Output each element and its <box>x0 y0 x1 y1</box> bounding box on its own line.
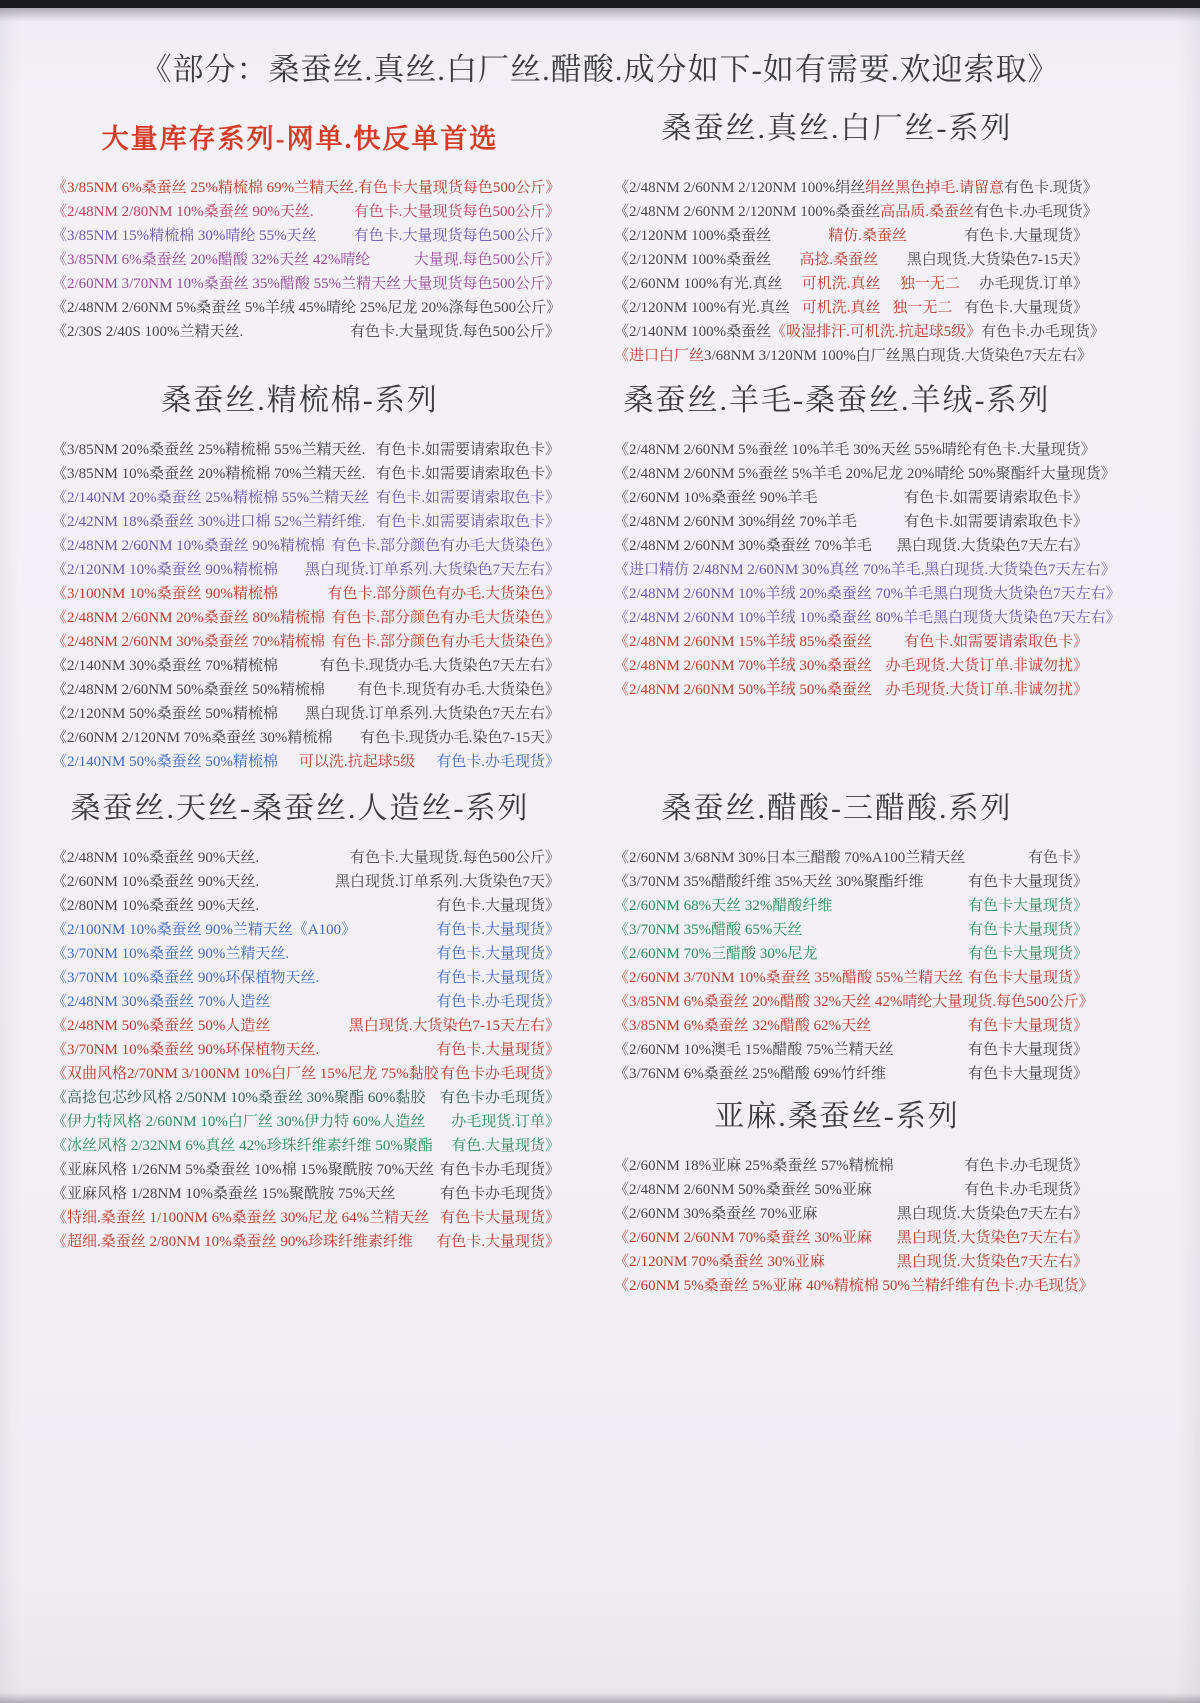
fabric-line <box>40 248 560 272</box>
fabric-line <box>586 558 1116 582</box>
fabric-line <box>586 606 1121 630</box>
line-spec: 《亚麻风格 1/26NM 5%桑蚕丝 10%棉 15%聚酰胺 70%天丝 <box>52 1162 435 1178</box>
fabric-line <box>586 1014 1088 1038</box>
line-spec: 《2/48NM 2/60NM 30%绢丝 70%羊毛 <box>614 514 857 530</box>
line-note: 有色卡.如需要请索取色卡》 <box>376 466 560 482</box>
line-note: 有色卡.大量现货》 <box>964 300 1088 316</box>
fabric-line <box>40 894 560 918</box>
line-note: 黑白现货.订单系列.大货染色7天》 <box>334 874 560 890</box>
line-spec: 《2/120NM 100%有光.真丝 <box>614 300 790 316</box>
line-note: 黑白现货.大货染色7天左右》 <box>896 538 1088 554</box>
line-spec: 《3/85NM 20%桑蚕丝 25%精梳棉 55%兰精天丝. <box>52 442 366 458</box>
line-note: 有色卡.大量现货.每色500公斤》 <box>349 324 560 340</box>
fabric-line <box>586 966 1088 990</box>
fabric-line <box>40 1230 560 1254</box>
line-spec: 《2/100NM 10%桑蚕丝 90%兰精天丝《A100》 <box>52 922 357 938</box>
fabric-line <box>40 1158 560 1182</box>
line-note: 黑白现货大货染色7天左右》 <box>933 610 1121 626</box>
line-spec: 《2/48NM 2/60NM 50%桑蚕丝 50%亚麻 <box>614 1182 872 1198</box>
line-note: 有色卡.现货办毛.染色7-15天》 <box>360 730 560 746</box>
fabric-line <box>40 1110 560 1134</box>
line-spec: 《3/85NM 6%桑蚕丝 20%醋酸 32%天丝 42%晴纶 <box>614 994 933 1010</box>
line-spec: 《3/70NM 35%醋酸 65%天丝 <box>614 922 803 938</box>
fabric-line <box>40 678 560 702</box>
section-stock-series <box>40 122 560 344</box>
fabric-line <box>586 990 1094 1014</box>
line-note: 有色卡.如需要请索取色卡》 <box>376 514 560 530</box>
fabric-line <box>586 320 1105 344</box>
section-silk-whitefactory <box>586 108 1105 368</box>
line-spec: 《2/120NM 100%桑蚕丝 <box>614 228 772 244</box>
line-note: 办毛现货.订单》 <box>451 1114 560 1130</box>
section-header-silk-cotton: 桑蚕丝.精梳棉-系列 <box>161 384 439 417</box>
fabric-line <box>40 582 560 606</box>
line-highlight: 独一无二 <box>899 276 960 292</box>
fabric-line <box>40 1206 560 1230</box>
line-note: 办毛现货.订单》 <box>979 276 1088 292</box>
line-spec: 《2/60NM 10%澳毛 15%醋酸 75%兰精天丝 <box>614 1042 894 1058</box>
fabric-line <box>586 1062 1088 1086</box>
line-note: 有色卡.大量现货》 <box>436 898 560 914</box>
line-spec: 《2/42NM 18%桑蚕丝 30%进口棉 52%兰精纤维. <box>52 514 366 530</box>
line-note: 有色卡.部分颜色有办毛大货染色》 <box>331 538 560 554</box>
fabric-line <box>40 1014 560 1038</box>
line-spec: 《3/100NM 10%桑蚕丝 90%精梳棉 <box>52 586 278 602</box>
document-title: 《部分：桑蚕丝.真丝.白厂丝.醋酸.成分如下-如有需要.欢迎索取》 <box>140 52 1060 87</box>
line-spec: 《伊力特风格 2/60NM 10%白厂丝 30%伊力特 60%人造丝 <box>52 1114 426 1130</box>
line-note: 有色卡.现货》 <box>1004 180 1098 196</box>
fabric-line <box>40 1086 560 1110</box>
scan-edge-top <box>0 0 1200 8</box>
line-note: 有色卡.部分颜色有办毛大货染色》 <box>331 634 560 650</box>
line-spec: 《2/60NM 70%三醋酸 30%尼龙 <box>614 946 818 962</box>
section-header-linen-silk: 亚麻.桑蚕丝-系列 <box>714 1100 960 1133</box>
fabric-line <box>40 1134 560 1158</box>
line-spec: 《亚麻风格 1/28NM 10%桑蚕丝 15%聚酰胺 75%天丝 <box>52 1186 396 1202</box>
line-spec: 《2/48NM 2/60NM 50%桑蚕丝 50%精梳棉 <box>52 682 325 698</box>
line-spec: 《2/120NM 100%桑蚕丝 <box>614 252 772 268</box>
fabric-line <box>40 918 560 942</box>
line-note: 黑白现货.订单系列.大货染色7天左右》 <box>304 706 560 722</box>
line-note: 有色卡.办毛现货》 <box>964 1158 1088 1174</box>
line-spec: 《3/85NM 6%桑蚕丝 20%醋酸 32%天丝 42%晴纶 <box>52 252 371 268</box>
line-spec: 《2/120NM 50%桑蚕丝 50%精梳棉 <box>52 706 278 722</box>
fabric-line <box>40 846 560 870</box>
fabric-line <box>40 438 560 462</box>
section-silk-acetate <box>586 788 1094 1086</box>
line-spec: 《2/60NM 3/68NM 30%日本三醋酸 70%A100兰精天丝 <box>614 850 966 866</box>
line-highlight: 高捻.桑蚕丝 <box>799 252 879 268</box>
line-spec: 《2/48NM 2/60NM 70%羊绒 30%桑蚕丝 <box>614 658 872 674</box>
fabric-line <box>40 870 560 894</box>
line-note: 办毛现货.大货订单.非诚勿扰》 <box>885 682 1088 698</box>
line-spec: 《冰丝风格 2/32NM 6%真丝 42%珍珠纤维素纤维 50%聚酯 <box>52 1138 433 1154</box>
fabric-line <box>586 248 1088 272</box>
fabric-line <box>586 296 1088 320</box>
line-note: 黑白现货.大货染色7-15天左右》 <box>348 1018 560 1034</box>
line-spec: 《2/48NM 2/60NM 10%羊绒 20%桑蚕丝 70%羊毛 <box>614 586 934 602</box>
fabric-line <box>586 462 1116 486</box>
line-spec: 《2/48NM 2/60NM 10%羊绒 10%桑蚕丝 80%羊毛 <box>614 610 934 626</box>
line-spec: 《3/85NM 6%桑蚕丝 32%醋酸 62%天丝 <box>614 1018 872 1034</box>
line-note: 有色卡.如需要请索取色卡》 <box>904 514 1088 530</box>
fabric-line <box>40 942 560 966</box>
section-lines <box>40 846 560 1254</box>
line-spec: 《2/140NM 50%桑蚕丝 50%精梳棉 <box>52 754 278 770</box>
line-spec: 《2/60NM 3/70NM 10%桑蚕丝 35%醋酸 55%兰精天丝 <box>614 970 964 986</box>
line-note: 有色卡.如需要请索取色卡》 <box>904 490 1088 506</box>
line-spec: 《2/60NM 30%桑蚕丝 70%亚麻 <box>614 1206 818 1222</box>
line-note: 大量现.每色500公斤》 <box>413 252 560 268</box>
fabric-line <box>40 462 560 486</box>
line-spec: 《特细.桑蚕丝 1/100NM 6%桑蚕丝 30%尼龙 64%兰精天丝 <box>52 1210 430 1226</box>
line-spec: 《2/60NM 2/120NM 70%桑蚕丝 30%精梳棉 <box>52 730 333 746</box>
fabric-line <box>586 438 1096 462</box>
line-note: 有色卡.办毛现货》 <box>969 1278 1094 1294</box>
line-note: 有色卡大量现货》 <box>967 946 1088 962</box>
fabric-line <box>40 296 560 320</box>
line-spec: 《2/48NM 10%桑蚕丝 90%天丝. <box>52 850 260 866</box>
line-spec: 《2/48NM 2/60NM 2/120NM 100%桑蚕丝 <box>614 204 881 220</box>
line-highlight: 可机洗.真丝 <box>801 300 881 316</box>
line-note: 有色卡.现货办毛.大货染色7天左右》 <box>319 658 560 674</box>
line-note: 有色卡.办毛现货》 <box>981 324 1105 340</box>
line-spec: 《进口精仿 2/48NM 2/60NM 30%真丝 70%羊毛 <box>614 562 921 578</box>
line-note: 黑白现货.大货染色7天左右》 <box>896 1230 1088 1246</box>
fabric-line <box>40 750 560 774</box>
section-lines <box>586 176 1105 368</box>
fabric-line <box>40 320 560 344</box>
line-spec: 《2/120NM 70%桑蚕丝 30%亚麻 <box>614 1254 825 1270</box>
line-note: 有色卡.办毛现货》 <box>964 1182 1088 1198</box>
line-highlight: 《吸湿排汗.可机洗.抗起球5级》 <box>771 324 982 340</box>
section-linen-silk <box>586 1096 1094 1298</box>
line-note: 黑白现货.大货染色7天左右》 <box>900 348 1092 364</box>
line-spec: 《2/60NM 10%桑蚕丝 90%羊毛 <box>614 490 818 506</box>
line-highlight: 绢丝黑色掉毛.请留意 <box>865 180 1005 196</box>
line-note: 有色卡.大量现货每色500公斤》 <box>353 228 560 244</box>
line-note: 大量现货》 <box>1040 466 1116 482</box>
line-spec: 《3/85NM 10%桑蚕丝 20%精梳棉 70%兰精天丝. <box>52 466 366 482</box>
line-spec: 《3/70NM 10%桑蚕丝 90%环保植物天丝. <box>52 970 320 986</box>
line-spec: 《3/70NM 10%桑蚕丝 90%环保植物天丝. <box>52 1042 320 1058</box>
fabric-line <box>586 678 1088 702</box>
section-header-stock: 大量库存系列-网单.快反单首选 <box>101 124 499 154</box>
fabric-line <box>586 942 1088 966</box>
line-note: 有色卡大量现货》 <box>967 1042 1088 1058</box>
fabric-line <box>40 630 560 654</box>
line-note: 有色卡大量现货》 <box>967 898 1088 914</box>
line-note: 有色卡大量现货》 <box>439 1210 560 1226</box>
fabric-line <box>40 966 560 990</box>
line-note: 有色卡》 <box>1027 850 1088 866</box>
fabric-line <box>586 510 1088 534</box>
line-spec: 《2/48NM 2/60NM 2/120NM 100%绢丝 <box>614 180 866 196</box>
section-lines <box>586 846 1094 1086</box>
line-spec: 《3/76NM 6%桑蚕丝 25%醋酸 69%竹纤维 <box>614 1066 887 1082</box>
line-note: 有色卡.如需要请索取色卡》 <box>376 490 560 506</box>
fabric-line <box>40 272 560 296</box>
fabric-line <box>40 702 560 726</box>
fabric-line <box>586 846 1088 870</box>
section-header-silk-acetate: 桑蚕丝.醋酸-三醋酸.系列 <box>661 792 1013 825</box>
line-spec: 《2/48NM 2/60NM 20%桑蚕丝 80%精梳棉 <box>52 610 325 626</box>
fabric-line <box>586 200 1098 224</box>
line-spec: 《2/48NM 2/60NM 5%桑蚕丝 5%羊绒 45%晴纶 25%尼龙 20%涤 <box>52 300 464 316</box>
line-note: 黑白现货.大货染色7-15天》 <box>906 252 1088 268</box>
line-note: 有色卡.大量现货》 <box>436 946 560 962</box>
line-note: 有色卡大量现货》 <box>967 1018 1088 1034</box>
fabric-line <box>586 630 1088 654</box>
fabric-line <box>586 1202 1088 1226</box>
fabric-line <box>40 726 560 750</box>
fabric-line <box>586 894 1088 918</box>
line-note: 黑白现货.大货染色7天左右》 <box>896 1254 1088 1270</box>
fabric-line <box>40 176 560 200</box>
line-spec: 《2/60NM 5%桑蚕丝 5%亚麻 40%精梳棉 50%兰精纤维 <box>614 1278 970 1294</box>
line-spec: 《双曲风格2/70NM 3/100NM 10%白厂丝 15%尼龙 75%黏胶 <box>52 1066 439 1082</box>
section-lines <box>40 176 560 344</box>
line-note: 黑白现货大货染色7天左右》 <box>933 586 1121 602</box>
line-note: 有色卡办毛现货》 <box>439 1090 560 1106</box>
line-spec: 《2/48NM 2/60NM 5%蚕丝 10%羊毛 30%天丝 55%晴纶 <box>614 442 972 458</box>
line-note: 黑白现货.订单系列.大货染色7天左右》 <box>304 562 560 578</box>
line-note: 有色卡.大量现货》 <box>436 1042 560 1058</box>
line-note: 有色卡办毛现货》 <box>439 1162 560 1178</box>
line-note: 有色卡.大量现货.每色500公斤》 <box>349 850 560 866</box>
line-note: 黑白现货.大货染色7天左右》 <box>896 1206 1088 1222</box>
fabric-line <box>40 606 560 630</box>
fabric-line <box>586 272 1088 296</box>
section-lines <box>586 438 1121 702</box>
line-spec: 《2/48NM 2/60NM 30%桑蚕丝 70%精梳棉 <box>52 634 325 650</box>
line-note: 有色卡.大量现货》 <box>964 228 1088 244</box>
line-spec: 《2/60NM 18%亚麻 25%桑蚕丝 57%精梳棉 <box>614 1158 894 1174</box>
line-note: 有色卡.部分颜色有办毛大货染色》 <box>331 610 560 626</box>
fabric-line <box>586 654 1088 678</box>
line-note: 有色卡.大量现货》 <box>436 970 560 986</box>
fabric-line <box>586 582 1121 606</box>
line-note: 有色卡.现货有办毛.大货染色》 <box>357 682 560 698</box>
line-spec: 《2/140NM 100%桑蚕丝 <box>614 324 772 340</box>
fabric-line <box>586 918 1088 942</box>
fabric-line <box>40 510 560 534</box>
section-silk-wool-cashmere <box>586 380 1121 702</box>
line-spec: 《2/60NM 68%天丝 32%醋酸纤维 <box>614 898 833 914</box>
line-note: 每色500公斤》 <box>463 300 562 316</box>
line-spec: 《2/30S 2/40S 100%兰精天丝. <box>52 324 244 340</box>
fabric-line <box>40 486 560 510</box>
section-lines <box>40 438 560 774</box>
line-note: 有色卡.大量现货》 <box>436 922 560 938</box>
line-note: 有色卡大量现货》 <box>967 874 1088 890</box>
line-highlight: 可以洗.抗起球5级 <box>298 754 416 770</box>
fabric-line <box>586 1154 1088 1178</box>
line-spec: 《2/48NM 50%桑蚕丝 50%人造丝 <box>52 1018 271 1034</box>
fabric-line <box>40 534 560 558</box>
fabric-line <box>40 224 560 248</box>
line-note: 大量现货每色500公斤》 <box>402 276 560 292</box>
section-silk-tencel-rayon <box>40 788 560 1254</box>
line-spec: 《2/48NM 2/60NM 15%羊绒 85%桑蚕丝 <box>614 634 872 650</box>
line-note: 有色卡大量现货每色500公斤》 <box>357 180 561 196</box>
section-lines <box>586 1154 1094 1298</box>
fabric-line <box>40 654 560 678</box>
line-highlight: 3/68NM 3/120NM 100%白厂丝 <box>704 348 901 364</box>
line-highlight: 精仿.桑蚕丝 <box>828 228 908 244</box>
fabric-line <box>586 534 1088 558</box>
line-spec: 《2/48NM 2/60NM 30%桑蚕丝 70%羊毛 <box>614 538 872 554</box>
line-spec: 《3/85NM 6%桑蚕丝 25%精梳棉 69%兰精天丝. <box>52 180 358 196</box>
line-spec: 《2/48NM 2/80NM 10%桑蚕丝 90%天丝. <box>52 204 314 220</box>
fabric-line <box>40 1038 560 1062</box>
fabric-line <box>40 200 560 224</box>
section-header-silk-tencel: 桑蚕丝.天丝-桑蚕丝.人造丝-系列 <box>70 792 530 825</box>
line-note: 有色卡.大量现货》 <box>436 1234 560 1250</box>
line-spec: 《超细.桑蚕丝 2/80NM 10%桑蚕丝 90%珍珠纤维素纤维 <box>52 1234 413 1250</box>
line-note: 有色卡办毛现货》 <box>439 1066 560 1082</box>
line-highlight: 可机洗.真丝 <box>801 276 881 292</box>
line-spec: 《2/60NM 3/70NM 10%桑蚕丝 35%醋酸 55%兰精天丝 <box>52 276 402 292</box>
fabric-line <box>586 1250 1088 1274</box>
line-spec: 《2/140NM 20%桑蚕丝 25%精梳棉 55%兰精天丝 <box>52 490 370 506</box>
section-silk-cotton <box>40 380 560 774</box>
line-spec: 《3/70NM 35%醋酸纤维 35%天丝 30%聚酯纤维 <box>614 874 924 890</box>
line-spec: 《2/48NM 2/60NM 10%桑蚕丝 90%精梳棉 <box>52 538 325 554</box>
line-spec: 《2/48NM 2/60NM 5%蚕丝 5%羊毛 20%尼龙 20%晴纶 50%聚酯纤 <box>614 466 1041 482</box>
line-spec: 《2/80NM 10%桑蚕丝 90%天丝. <box>52 898 260 914</box>
line-spec: 《2/48NM 2/60NM 50%羊绒 50%桑蚕丝 <box>614 682 872 698</box>
fabric-line <box>586 486 1088 510</box>
scan-edge-bottom <box>0 1693 1200 1703</box>
line-note: 有色卡大量现货》 <box>967 922 1088 938</box>
fabric-line <box>586 1178 1088 1202</box>
line-note: 大量现货.每色500公斤》 <box>932 994 1094 1010</box>
line-spec: 《进口白厂丝 <box>614 348 705 364</box>
line-spec: 《2/120NM 10%桑蚕丝 90%精梳棉 <box>52 562 278 578</box>
line-spec: 《3/85NM 15%精梳棉 30%晴纶 55%天丝 <box>52 228 317 244</box>
section-header-silk-white: 桑蚕丝.真丝.白厂丝-系列 <box>661 112 1013 145</box>
line-note: 有色卡办毛现货》 <box>439 1186 560 1202</box>
fabric-line <box>586 176 1098 200</box>
line-note: 有色卡.办毛现货》 <box>436 754 560 770</box>
line-note: 有色卡.部分颜色有办毛.大货染色》 <box>327 586 560 602</box>
line-spec: 《2/48NM 30%桑蚕丝 70%人造丝 <box>52 994 271 1010</box>
fabric-line <box>586 870 1088 894</box>
line-note: 有色卡.大量现货》 <box>971 442 1096 458</box>
fabric-line <box>586 1226 1088 1250</box>
scan-edge-top-shadow <box>0 8 1200 22</box>
line-spec: 《2/60NM 10%桑蚕丝 90%天丝. <box>52 874 260 890</box>
line-note: 有色卡.如需要请索取色卡》 <box>376 442 560 458</box>
fabric-line <box>586 344 1092 368</box>
line-spec: 《2/60NM 2/60NM 70%桑蚕丝 30%亚麻 <box>614 1230 872 1246</box>
line-spec: 《3/70NM 10%桑蚕丝 90%兰精天丝. <box>52 946 290 962</box>
line-note: 有色卡.如需要请索取色卡》 <box>904 634 1088 650</box>
line-note: 有色卡.大量现货每色500公斤》 <box>353 204 560 220</box>
line-spec: 《高捻包芯纱风格 2/50NM 10%桑蚕丝 30%聚酯 60%黏胶 <box>52 1090 426 1106</box>
line-note: 有色.大量现货》 <box>451 1138 560 1154</box>
line-note: 有色卡大量现货》 <box>967 1066 1088 1082</box>
line-spec: 《2/140NM 30%桑蚕丝 70%精梳棉 <box>52 658 278 674</box>
fabric-line <box>40 558 560 582</box>
fabric-line <box>586 1038 1088 1062</box>
section-header-silk-wool: 桑蚕丝.羊毛-桑蚕丝.羊绒-系列 <box>623 384 1051 417</box>
fabric-line <box>40 1062 560 1086</box>
fabric-line <box>40 990 560 1014</box>
line-highlight: 高品质.桑蚕丝 <box>880 204 975 220</box>
fabric-line <box>586 1274 1094 1298</box>
fabric-line <box>40 1182 560 1206</box>
line-spec: 《2/60NM 100%有光.真丝 <box>614 276 783 292</box>
line-highlight: 独一无二 <box>892 300 953 316</box>
line-note: 有色卡.办毛现货》 <box>436 994 560 1010</box>
line-note: 办毛现货.大货订单.非诚勿扰》 <box>885 658 1088 674</box>
fabric-line <box>586 224 1088 248</box>
line-note: 有色卡.办毛现货》 <box>974 204 1098 220</box>
line-note: .黑白现货.大货染色7天左右》 <box>920 562 1116 578</box>
line-note: 有色卡大量现货》 <box>967 970 1088 986</box>
